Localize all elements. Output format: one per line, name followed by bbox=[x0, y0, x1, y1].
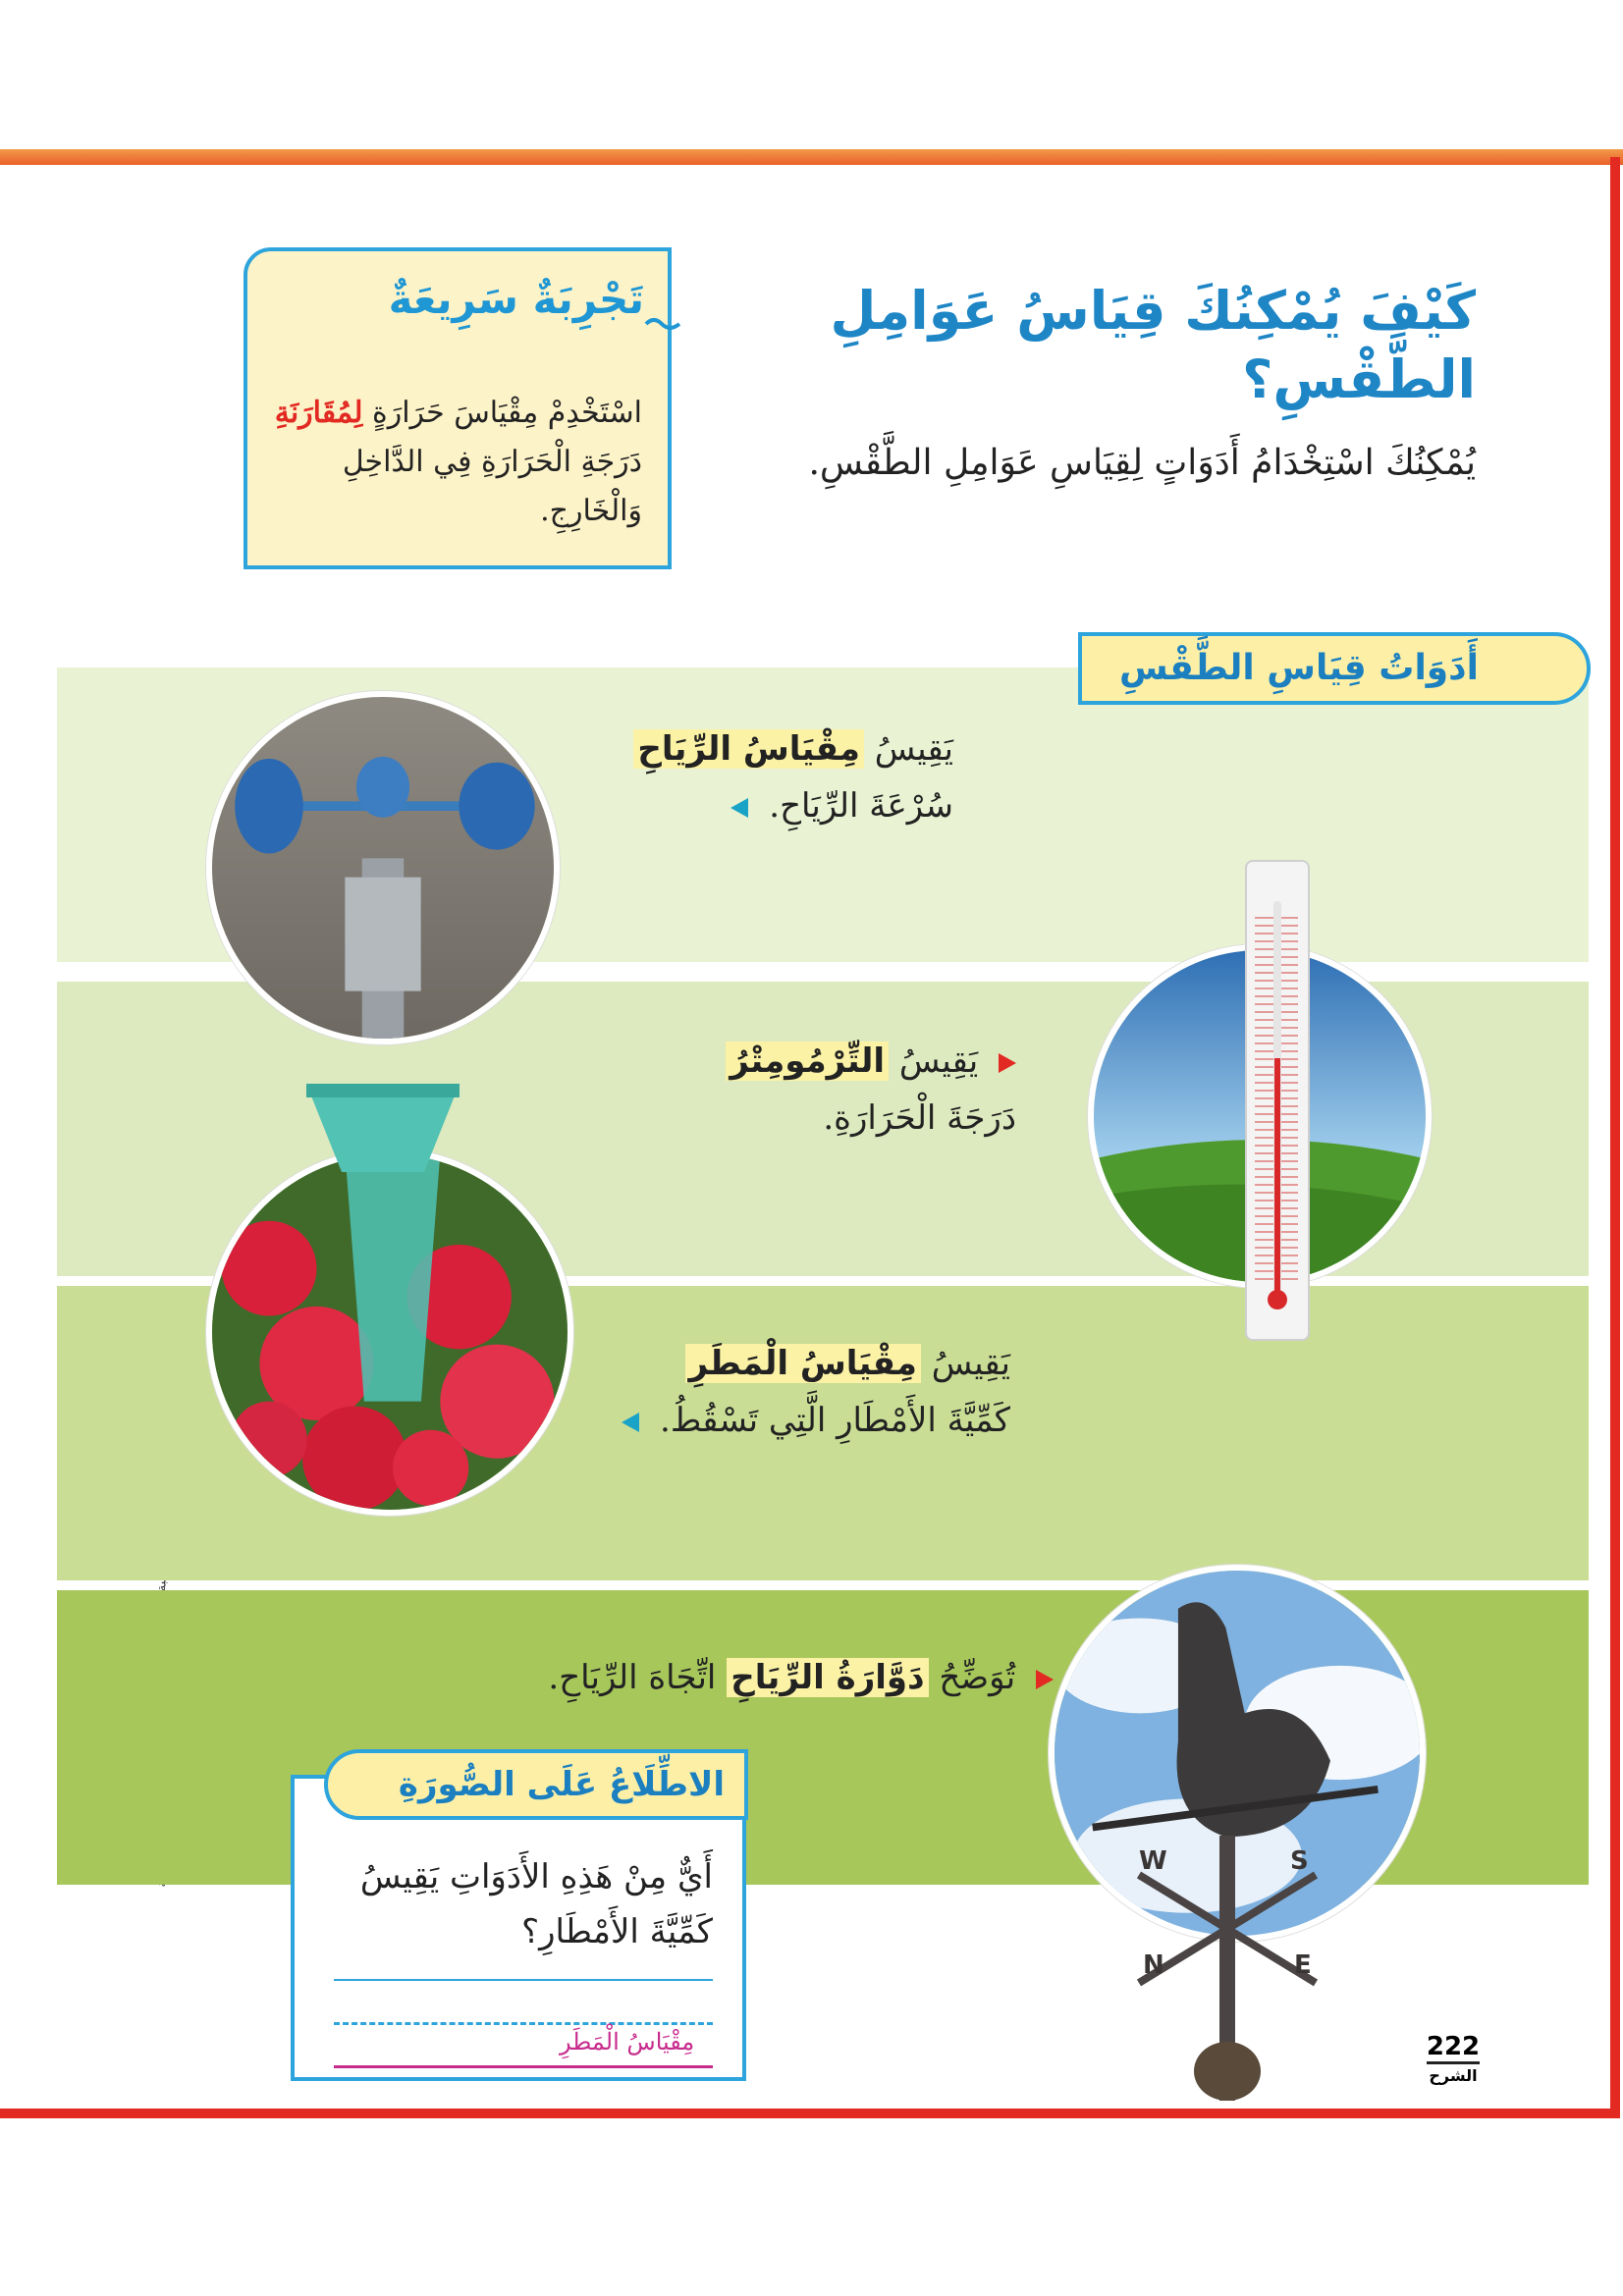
quick-lab-body bbox=[259, 389, 642, 536]
rain-gauge-photo bbox=[206, 1148, 573, 1516]
picture-reading-answer[interactable]: مِقْيَاسُ الْمَطَرِ bbox=[560, 2028, 695, 2056]
anemometer-photo bbox=[206, 691, 560, 1044]
arrow-right-icon bbox=[999, 1053, 1016, 1073]
tool-desc: دَرَجَةَ الْحَرَارَةِ. bbox=[823, 1098, 1016, 1138]
tool-line-2 bbox=[559, 1392, 1010, 1449]
compass-w: W bbox=[1139, 1846, 1167, 1876]
arrow-left-icon bbox=[622, 1413, 639, 1432]
arrow-left-icon bbox=[730, 798, 748, 818]
bottom-red-border bbox=[0, 2109, 1620, 2118]
flask-swirl-icon bbox=[644, 316, 681, 332]
tool-name: التِّرْمُومِتْرُ bbox=[726, 1041, 889, 1081]
quick-lab-text-1: اسْتَخْدِمْ مِقْيَاسَ حَرَارَةٍ bbox=[372, 396, 642, 430]
tool-line-1 bbox=[559, 1335, 1010, 1392]
tools-heading-tab bbox=[1078, 632, 1591, 705]
tool-line-2 bbox=[604, 1090, 1016, 1147]
quick-lab-box bbox=[243, 247, 672, 569]
tool-item-weather-vane bbox=[464, 1649, 1054, 1706]
tool-line-1 bbox=[464, 1649, 1054, 1706]
picture-reading-heading: الاطِّلَاعُ عَلَى الصُّورَةِ bbox=[398, 1765, 725, 1804]
tool-item-anemometer bbox=[541, 721, 953, 834]
tool-line-1 bbox=[604, 1033, 1016, 1090]
answer-line-base bbox=[334, 2065, 713, 2068]
quick-lab-text-2: دَرَجَةِ الْحَرَارَةِ فِي الدَّاخِلِ وَالْخَارِجِ. bbox=[342, 445, 642, 528]
compass-s: S bbox=[1290, 1846, 1309, 1876]
quick-lab-title: تَجْرِبَةٌ سَرِيعَةٌ bbox=[388, 275, 644, 323]
tool-name: مِقْيَاسُ الرِّيَاحِ bbox=[633, 729, 864, 769]
tool-name: دَوَّارَةُ الرِّيَاحِ bbox=[727, 1658, 928, 1697]
thermometer-mercury bbox=[1274, 1058, 1280, 1294]
arrow-right-icon bbox=[1036, 1670, 1054, 1689]
page-number bbox=[1414, 2032, 1492, 2085]
answer-line-solid bbox=[334, 1979, 713, 1981]
tool-verb: يَقِيسُ bbox=[898, 1041, 979, 1081]
tool-verb: يَقِيسُ bbox=[874, 729, 953, 769]
tool-desc: سُرْعَةَ الرِّيَاحِ. bbox=[769, 786, 953, 826]
tool-line-2 bbox=[541, 777, 953, 834]
tool-name: مِقْيَاسُ الْمَطَرِ bbox=[685, 1344, 921, 1383]
answer-line-dashed bbox=[334, 2022, 713, 2025]
weather-vane-pole bbox=[1129, 1836, 1325, 2101]
lesson-title: كَيْفَ يُمْكِنُكَ قِيَاسُ عَوَامِلِ الطَّقْسِ؟ bbox=[830, 280, 1476, 410]
tool-desc: كَمِّيَّةَ الأَمْطَارِ الَّتِي تَسْقُطُ. bbox=[660, 1401, 1010, 1440]
tool-desc: اتِّجَاهَ الرِّيَاحِ. bbox=[548, 1658, 717, 1697]
lesson-intro: يُمْكِنُكَ اسْتِخْدَامُ أَدَوَاتٍ لِقِيَاسِ عَوَامِلِ الطَّقْسِ. bbox=[808, 443, 1476, 483]
tool-line-1 bbox=[541, 721, 953, 777]
compass-n: N bbox=[1143, 1950, 1164, 1980]
quick-lab-keyword: لِمُقَارَنَةِ bbox=[274, 396, 363, 430]
right-red-border bbox=[1610, 157, 1620, 2115]
page-number-value: 222 bbox=[1427, 2032, 1480, 2064]
tool-verb: تُوَضِّحُ bbox=[939, 1658, 1016, 1697]
tool-item-thermometer bbox=[604, 1033, 1016, 1147]
picture-reading-box bbox=[291, 1775, 746, 2081]
picture-reading-question: أَيٌّ مِنْ هَذِهِ الأَدَوَاتِ يَقِيسُ كَمِّيَّةَ الأَمْطَارِ؟ bbox=[359, 1857, 713, 1951]
top-orange-bar bbox=[0, 149, 1623, 165]
thermometer-bulb bbox=[1268, 1290, 1287, 1309]
picture-reading-tab bbox=[324, 1749, 748, 1820]
tool-item-rain-gauge bbox=[559, 1335, 1010, 1449]
thermometer-device bbox=[1245, 860, 1310, 1341]
tool-verb: يَقِيسُ bbox=[931, 1344, 1010, 1383]
page-section-label: الشرح bbox=[1429, 2066, 1478, 2085]
rain-gauge-funnel bbox=[306, 1084, 460, 1172]
compass-e: E bbox=[1294, 1950, 1312, 1980]
tools-heading: أَدَوَاتُ قِيَاسِ الطَّقْسِ bbox=[1119, 648, 1479, 688]
